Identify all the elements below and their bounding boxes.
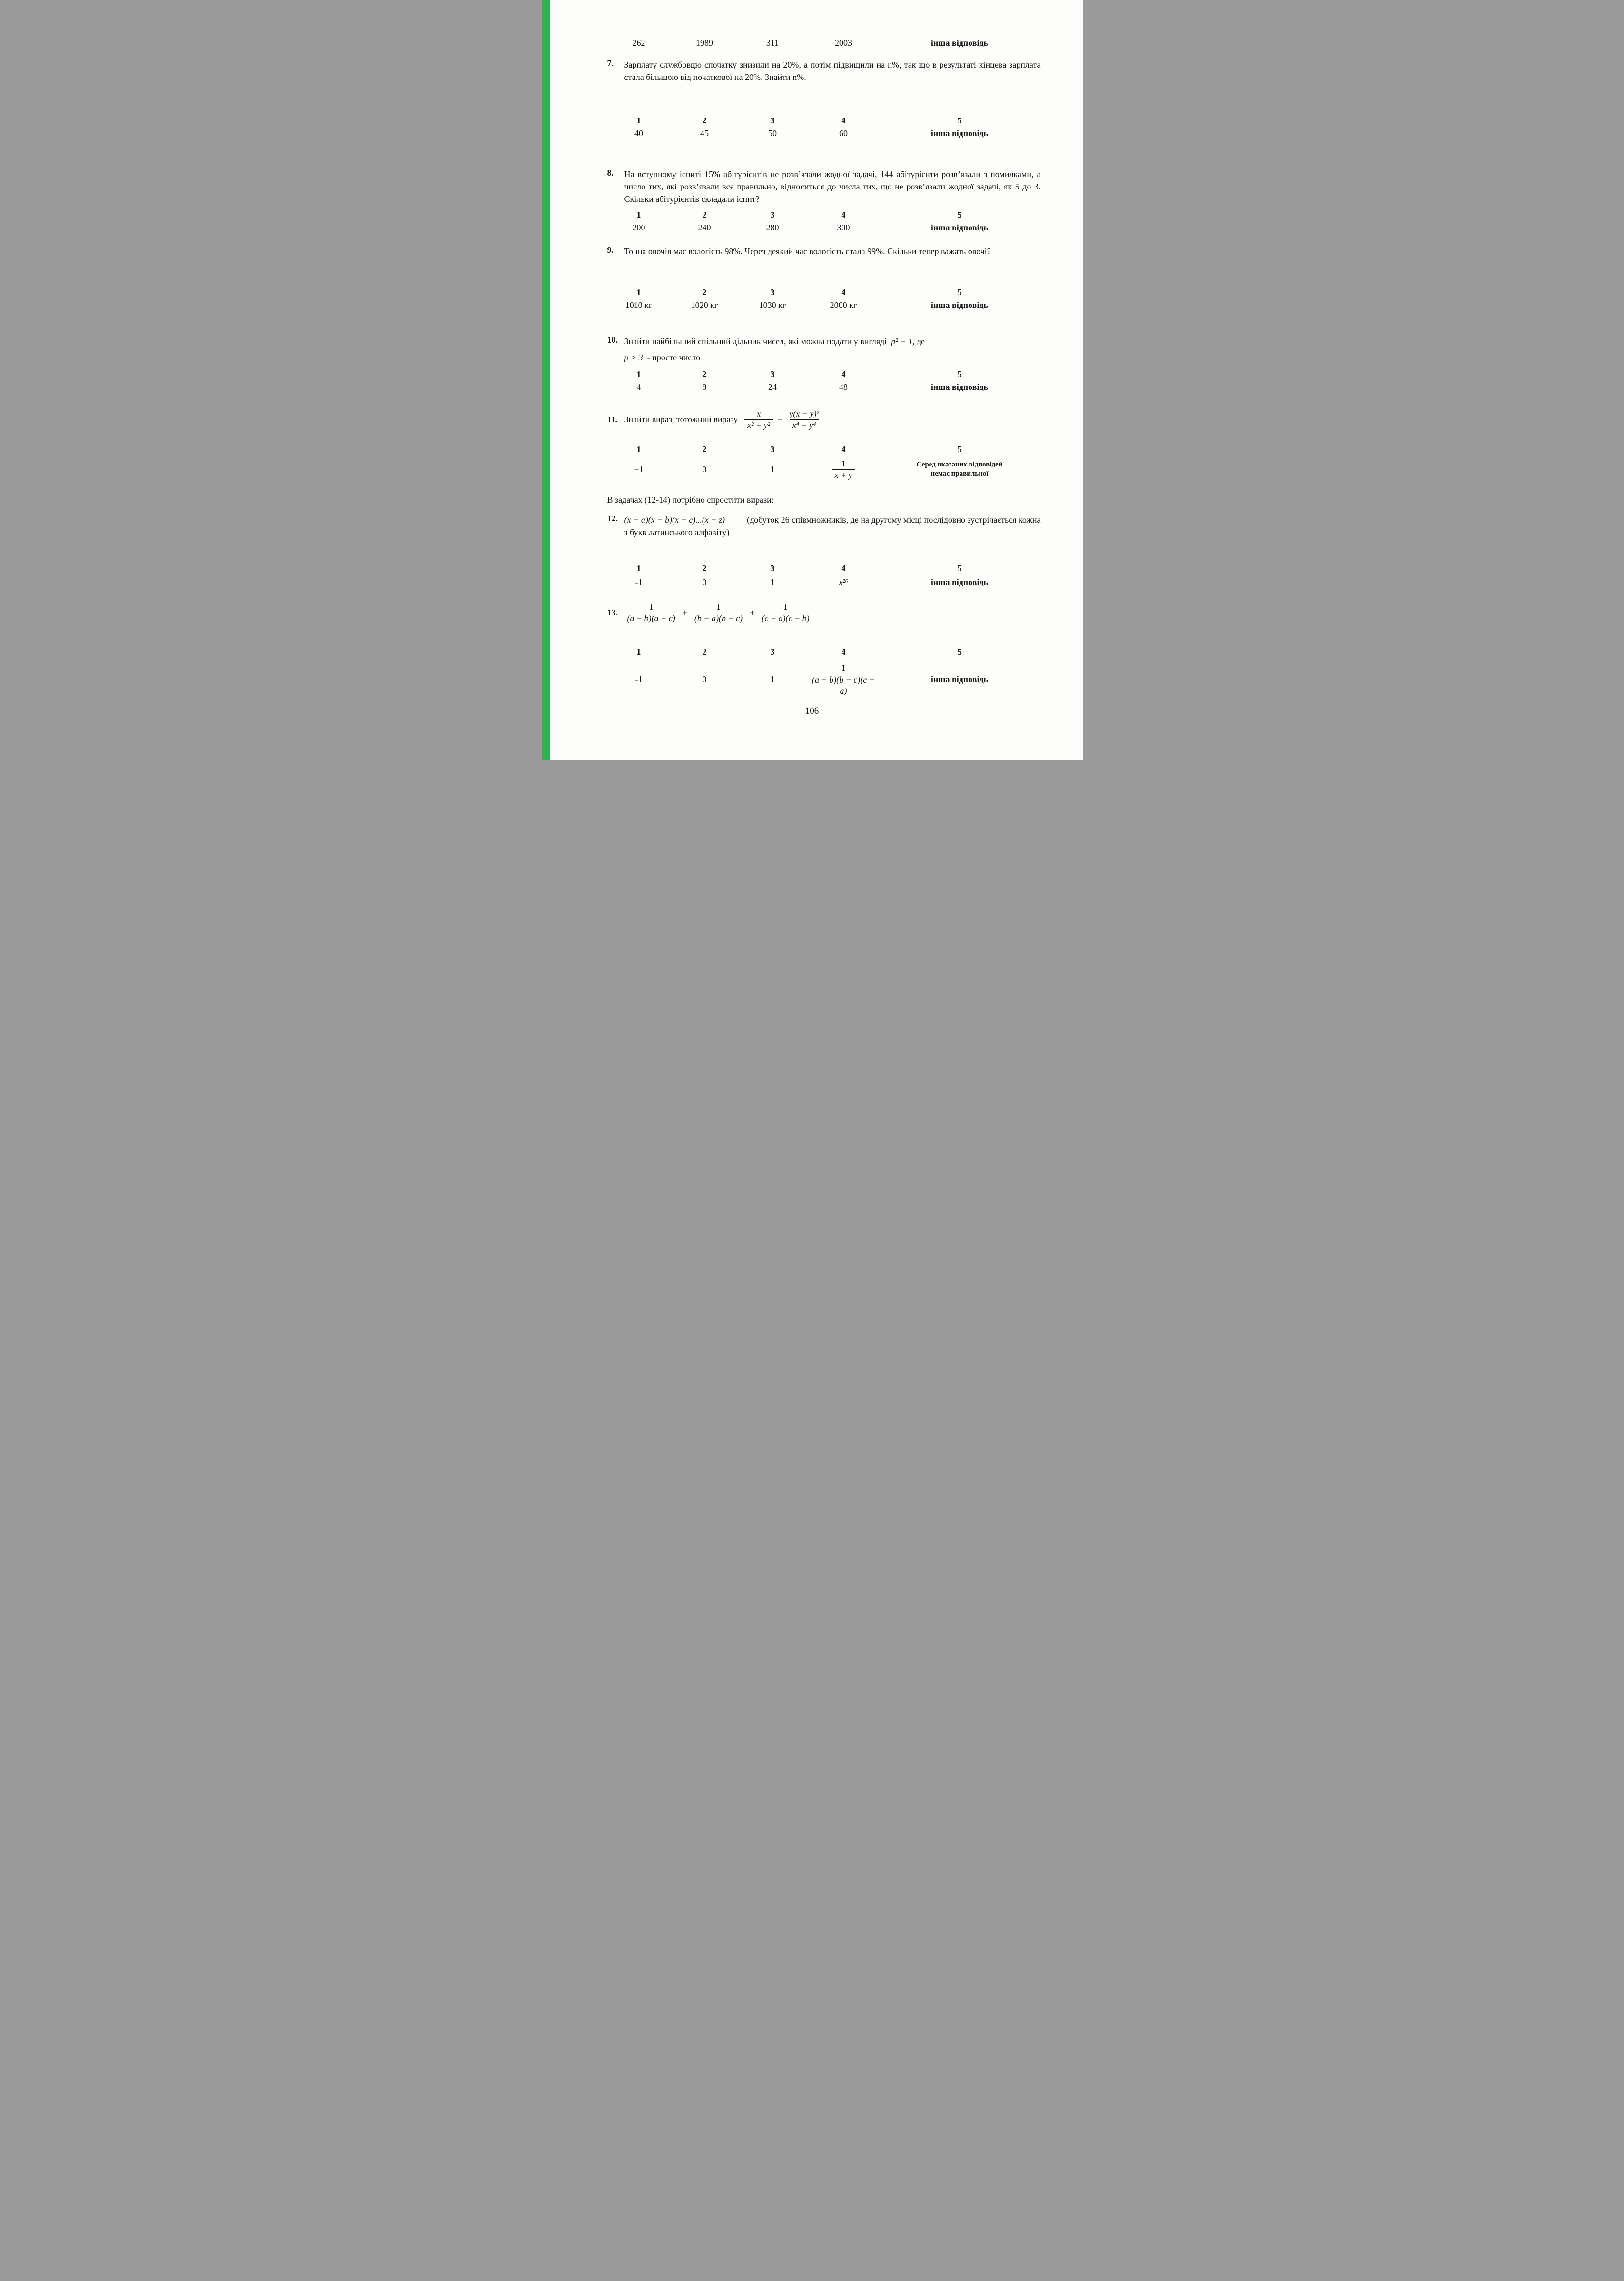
option-header: 3 <box>770 563 775 573</box>
option5-line2: немає правильної <box>931 470 989 478</box>
section-intro-12-14: В задачах (12-14) потрібно спростити вирази: <box>607 495 774 505</box>
option-header: 1 <box>636 116 641 126</box>
problem-11-options-header <box>607 445 1041 455</box>
problem-7-text: Зарплату службовцю спочатку знизили на 20%, а потім підвищили на n%, так що в результаті кінцева зарплата стала більшою від початкової на 20%. Знайти n%. <box>624 60 1041 82</box>
scan-edge-artifact <box>542 0 550 760</box>
problem-7-options-values <box>607 129 1041 139</box>
scanned-textbook-page <box>542 0 1083 760</box>
option-value-other: інша відповідь <box>931 382 989 392</box>
fraction <box>807 663 881 696</box>
option-value-fraction <box>807 663 881 696</box>
option-value: 300 <box>837 223 850 233</box>
plus-operator: + <box>682 607 687 617</box>
problem-10-line1 <box>624 335 1041 347</box>
problem-8-options-values <box>607 223 1041 233</box>
fraction <box>744 408 773 431</box>
answer-value: 311 <box>766 38 779 48</box>
option-value: 280 <box>766 223 779 233</box>
page-content <box>542 0 1083 696</box>
minus-operator: − <box>777 415 782 425</box>
problem-9 <box>607 245 1041 258</box>
problem-10-condition-text: - просте число <box>647 352 701 362</box>
fraction-numerator: 1 <box>649 602 654 612</box>
option-header: 4 <box>841 444 846 454</box>
option-header: 1 <box>636 287 641 297</box>
fraction-denominator: x² + y² <box>744 419 773 431</box>
problem-10-number: 10. <box>607 335 618 345</box>
option-header: 3 <box>770 647 775 657</box>
option-value-other: інша відповідь <box>931 674 989 684</box>
option-header: 1 <box>636 210 641 220</box>
option-value: 0 <box>702 577 707 587</box>
option-value-other: інша відповідь <box>931 223 989 233</box>
option-value-fraction <box>807 458 881 481</box>
option-value: -1 <box>635 577 643 587</box>
problem-12-number: 12. <box>607 514 618 524</box>
option-value: 24 <box>768 382 777 392</box>
problem-10-condition: p > 3 <box>624 352 643 362</box>
option-header: 1 <box>636 563 641 573</box>
fraction-numerator: 1 <box>841 458 846 468</box>
problem-12-note1: (добуток 26 співмножників, де на другому місці <box>747 515 922 525</box>
problem-8-options-header <box>607 210 1041 220</box>
option-header: 5 <box>957 287 962 297</box>
option-value: 45 <box>700 129 709 139</box>
fraction-numerator: 1 <box>716 602 721 612</box>
problem-13-options-values <box>607 663 1041 696</box>
option-header: 4 <box>841 563 846 573</box>
fraction-denominator: (c − a)(c − b) <box>759 613 812 624</box>
problem-10-formula: p² − 1 <box>891 336 912 346</box>
option-header: 4 <box>841 210 846 220</box>
problem-9-options-values <box>607 300 1041 310</box>
option-value: 1030 кг <box>759 300 786 310</box>
problem-10-line2 <box>624 351 1041 364</box>
option-header: 4 <box>841 287 846 297</box>
option-header: 5 <box>957 563 962 573</box>
page-number: 106 <box>805 706 819 716</box>
option-header: 3 <box>770 369 775 379</box>
option-value: 1 <box>770 464 775 474</box>
option-value: 1 <box>770 577 775 587</box>
fraction <box>624 602 678 625</box>
option-header: 5 <box>957 210 962 220</box>
option-value: 48 <box>839 382 848 392</box>
problem-8-text: На вступному іспиті 15% абітурієнтів не розв’язали жодної задачі, 144 абітурієнти розв’язали з помилками, а число тих, які розв’язали все правильно, відноситься до числа тих, що не розв’язали жодної задачі, як 5 до 3. Скільки абітурієнтів складали іспит? <box>624 169 1041 204</box>
option-value: 1020 кг <box>691 300 718 310</box>
option-value: 50 <box>768 129 777 139</box>
option-value: 40 <box>634 129 643 139</box>
option-header: 2 <box>702 369 707 379</box>
plus-operator: + <box>750 607 755 617</box>
option5-line1: Серед вказаних відповідей <box>916 460 1003 468</box>
option-value-other: інша відповідь <box>931 129 989 139</box>
fraction <box>786 408 822 431</box>
answer-value: 1989 <box>696 38 713 48</box>
option-value: 1010 кг <box>625 300 653 310</box>
problem-11-text: Знайти вираз, тотожний виразу <box>624 415 738 425</box>
fraction-numerator: y(x − y)² <box>789 408 819 418</box>
option-value-other: інша відповідь <box>931 300 989 310</box>
problem-12-formula: (x − a)(x − b)(x − c)...(x − z) <box>624 515 725 525</box>
option-value: −1 <box>634 464 644 474</box>
problem-9-text: Тонна овочів має вологість 98%. Через деякий час вологість стала 99%. Скільки тепер важать овочі? <box>624 247 991 257</box>
problem-7-options-header <box>607 116 1041 126</box>
problem-10-text-before: Знайти найбільший спільний дільник чисел, які можна подати у вигляді <box>624 336 887 346</box>
option-header: 1 <box>636 444 641 454</box>
problem-12-note2: послідовно зустрічається кожна з букв латинського алфавіту) <box>624 515 1041 537</box>
problem-10-options-header <box>607 369 1041 379</box>
fraction-denominator: x⁴ − y⁴ <box>790 419 819 431</box>
option-header: 5 <box>957 647 962 657</box>
option-header: 3 <box>770 116 775 126</box>
problem-12-options-header <box>607 564 1041 574</box>
option-header: 2 <box>702 444 707 454</box>
problem-7 <box>607 59 1041 83</box>
option-header: 1 <box>636 369 641 379</box>
problem-11-options-values <box>607 458 1041 481</box>
option-value: 8 <box>702 382 707 392</box>
option-value: 240 <box>698 223 711 233</box>
problem-12-text <box>624 514 1041 538</box>
fraction-denominator: (b − a)(b − c) <box>692 613 745 624</box>
problem-13-number: 13. <box>607 607 618 617</box>
option-header: 5 <box>957 116 962 126</box>
option-header: 3 <box>770 287 775 297</box>
problem-8 <box>607 168 1041 205</box>
option-value: 1 <box>770 674 775 684</box>
fraction <box>692 602 745 625</box>
fraction <box>759 602 812 625</box>
problem-8-number: 8. <box>607 168 614 178</box>
option-header: 2 <box>702 287 707 297</box>
problem-11 <box>607 408 1041 431</box>
option-value: -1 <box>635 674 643 684</box>
fraction-denominator: (a − b)(a − c) <box>624 613 678 624</box>
problem-10-text <box>624 335 1041 364</box>
option-header: 2 <box>702 563 707 573</box>
option-header: 5 <box>957 444 962 454</box>
fraction-numerator: 1 <box>841 663 846 673</box>
option-header: 4 <box>841 647 846 657</box>
option-header: 2 <box>702 647 707 657</box>
problem-7-number: 7. <box>607 59 614 68</box>
answer-value: 262 <box>632 38 645 48</box>
option-value: 0 <box>702 464 707 474</box>
problem-13 <box>607 602 1041 625</box>
option-header: 1 <box>636 647 641 657</box>
option-header: 5 <box>957 369 962 379</box>
problem-10 <box>607 335 1041 364</box>
problem-10-text-after: , де <box>912 336 925 346</box>
option-header: 2 <box>702 210 707 220</box>
problem-11-number: 11. <box>607 415 618 425</box>
option-value: 2000 кг <box>830 300 857 310</box>
problem-13-options-header <box>607 647 1041 657</box>
answer-value-other: інша відповідь <box>931 38 989 48</box>
fraction-numerator: x <box>757 408 761 418</box>
fraction-denominator: x + y <box>832 469 855 481</box>
option-header: 4 <box>841 369 846 379</box>
option-value-other: інша відповідь <box>931 577 989 587</box>
fraction <box>832 458 855 481</box>
option-value: 200 <box>632 223 645 233</box>
problem-10-options-values <box>607 382 1041 392</box>
option-header: 2 <box>702 116 707 126</box>
option-value: 4 <box>636 382 641 392</box>
fraction-numerator: 1 <box>783 602 788 612</box>
problem-12-options-values <box>607 577 1041 587</box>
problem-9-options-header <box>607 288 1041 298</box>
previous-answers-row <box>607 38 1041 48</box>
option-value-other <box>881 460 1039 479</box>
option-value-formula: x²⁶ <box>839 577 848 587</box>
problem-9-number: 9. <box>607 245 614 255</box>
option-header: 3 <box>770 210 775 220</box>
option-header: 3 <box>770 444 775 454</box>
problem-12 <box>607 514 1041 538</box>
option-header: 4 <box>841 116 846 126</box>
option-value: 60 <box>839 129 848 139</box>
fraction-denominator: (a − b)(b − c)(c − a) <box>807 674 881 697</box>
answer-value: 2003 <box>835 38 852 48</box>
option-value: 0 <box>702 674 707 684</box>
